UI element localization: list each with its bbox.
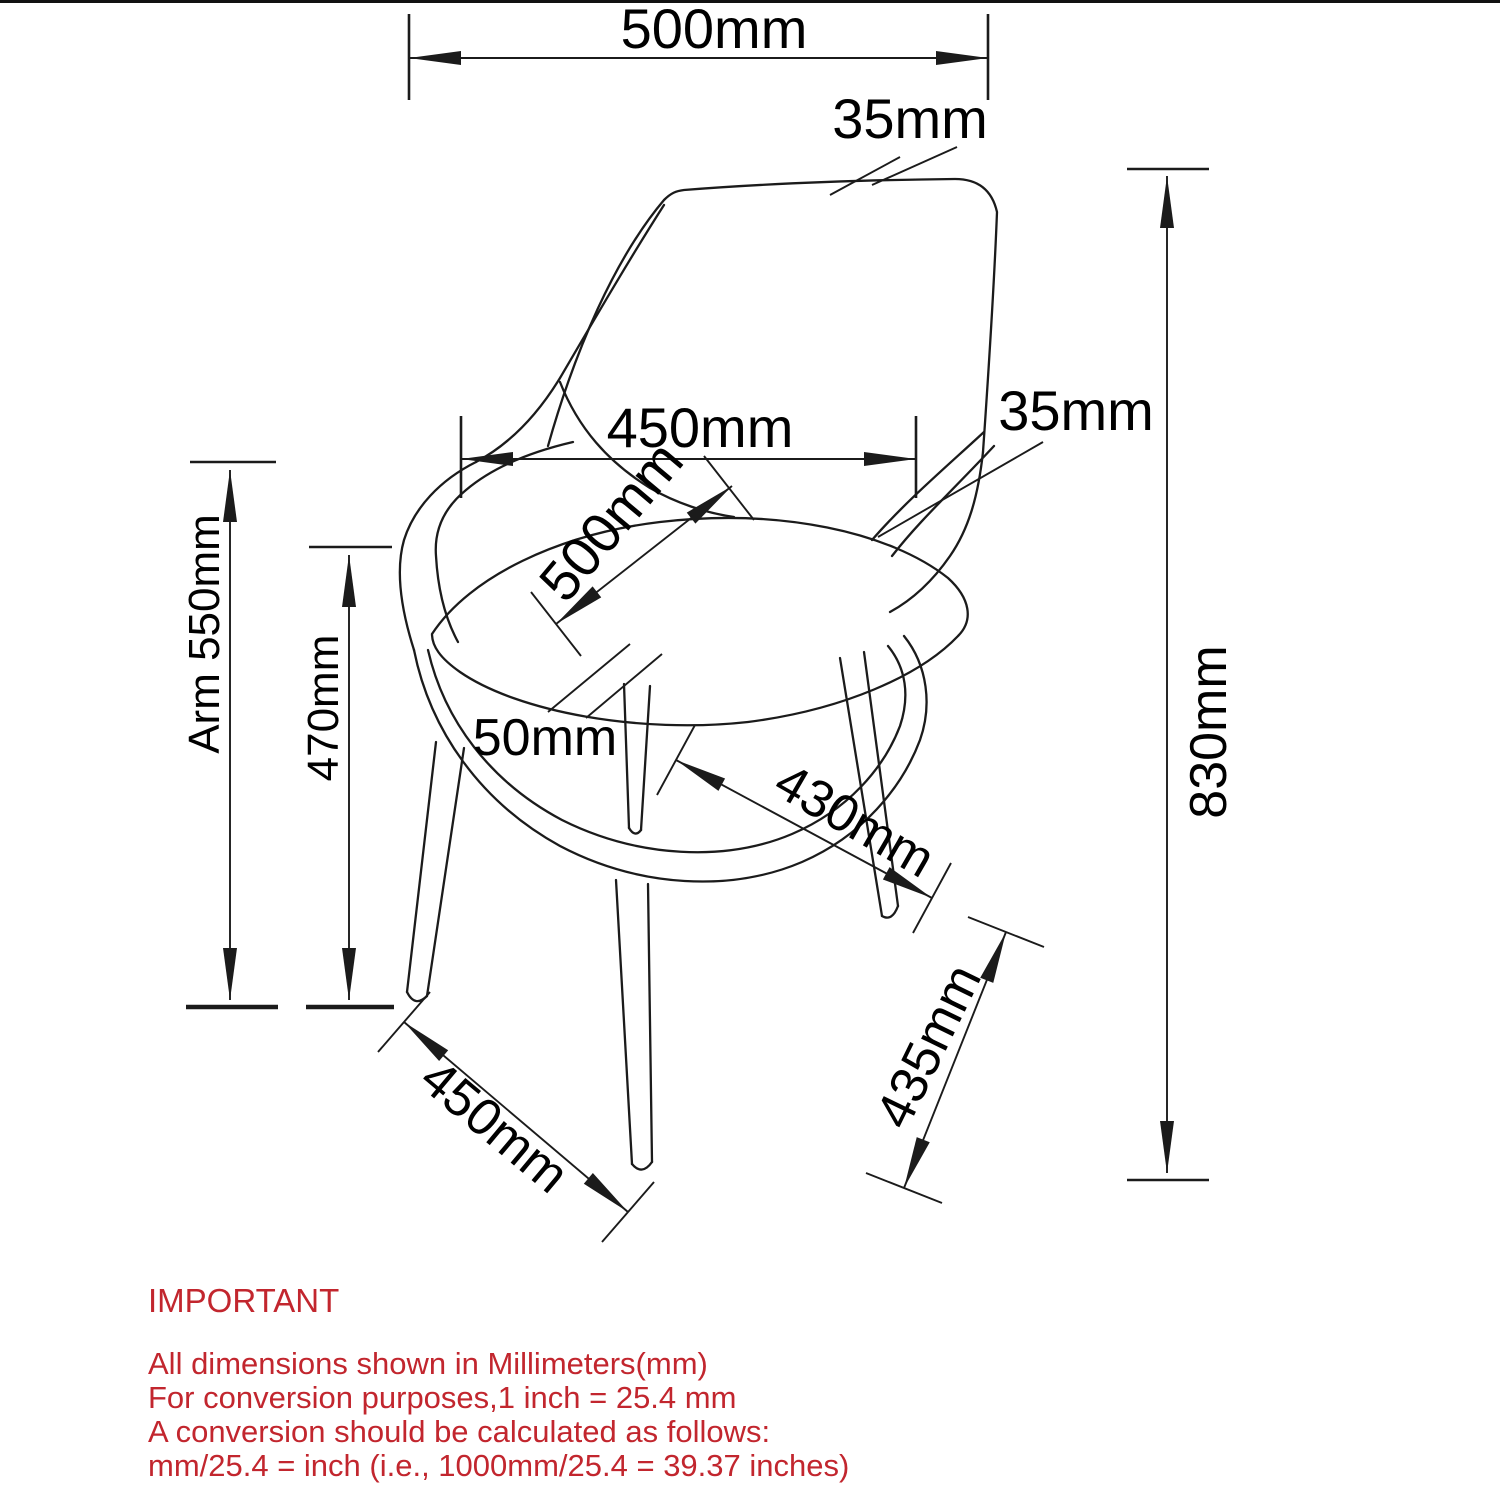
notes-heading: IMPORTANT [148, 1282, 340, 1319]
arm-thickness-label: 35mm [998, 379, 1154, 442]
front-right-leg [616, 880, 652, 1170]
note-line-3: A conversion should be calculated as follows: [148, 1414, 771, 1449]
dim-seat-depth [527, 429, 754, 656]
seat-depth-label: 500mm [526, 429, 695, 613]
chair-line-art [400, 179, 997, 1170]
important-notes [148, 1282, 849, 1483]
seat-cushion [432, 518, 968, 725]
dim-front-leg-height [865, 917, 1044, 1203]
back-thickness-label: 35mm [832, 87, 988, 150]
leader-line [878, 442, 1043, 537]
right-arm-inner-lower [892, 446, 994, 556]
leader-line [830, 157, 900, 195]
front-left-leg [407, 742, 464, 1001]
leg-spread-side-label: 430mm [764, 752, 945, 890]
dim-leg-spread-front [378, 992, 654, 1242]
dim-overall-height [1127, 169, 1238, 1180]
dim-seat-width [461, 396, 916, 498]
seat-width-label: 450mm [606, 396, 794, 459]
dim-arm-height [180, 462, 278, 1007]
leg-spread-front-label: 450mm [409, 1048, 580, 1205]
note-line-4: mm/25.4 = inch (i.e., 1000mm/25.4 = 39.37 inches) [148, 1448, 850, 1483]
dim-shell-thickness [473, 644, 662, 767]
back-left-leg [624, 684, 650, 834]
leader-line [548, 644, 630, 712]
seat-height-label: 470mm [299, 634, 348, 782]
front-leg-height-label: 435mm [864, 955, 993, 1138]
note-line-2: For conversion purposes,1 inch = 25.4 mm [148, 1380, 737, 1415]
dim-seat-height [299, 547, 394, 1007]
back-width-label: 500mm [620, 0, 808, 60]
shell-thickness-label: 50mm [472, 709, 618, 767]
dim-leg-spread-side [657, 725, 951, 933]
arm-height-label: Arm 550mm [180, 514, 229, 754]
dim-back-width [409, 0, 988, 100]
overall-height-label: 830mm [1180, 645, 1238, 819]
dim-arm-thickness [878, 379, 1154, 537]
note-line-1: All dimensions shown in Millimeters(mm) [148, 1346, 708, 1381]
